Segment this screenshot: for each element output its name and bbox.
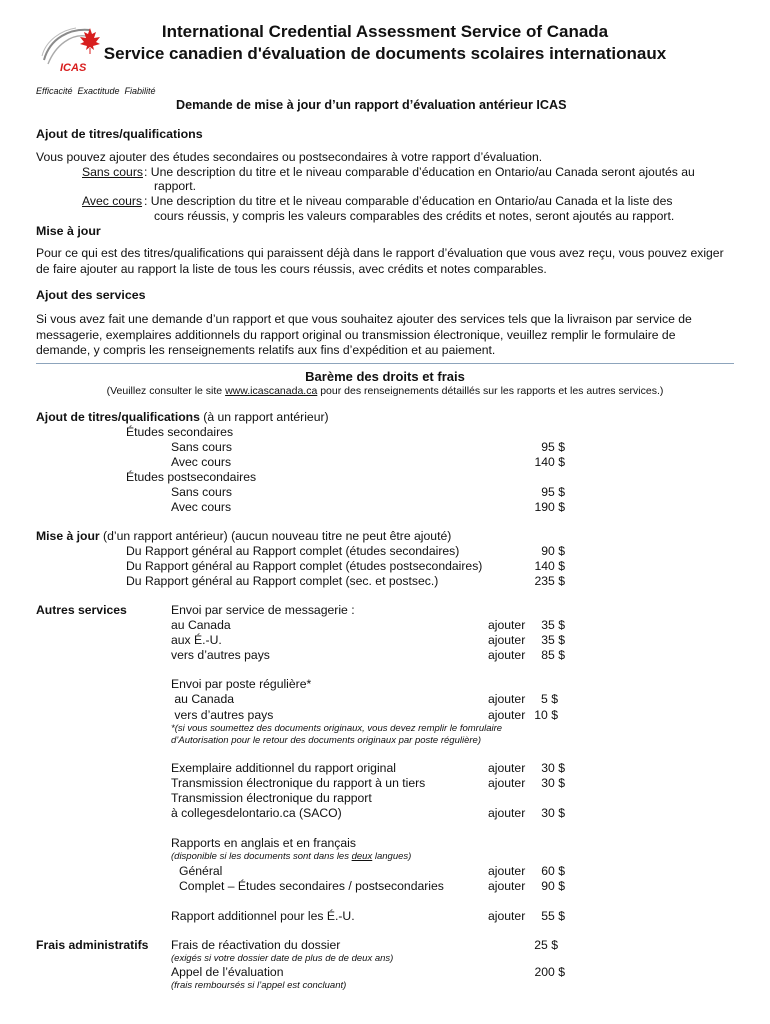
appel-price: 200 $: [534, 965, 565, 979]
fees-note: [0, 385, 770, 397]
maj-heading-sub: (d’un rapport antérieur) (aucun nouveau titre ne peut être ajouté): [99, 529, 452, 543]
bilingue-price: 90 $: [541, 879, 565, 893]
poste-note: *(si vous soumettez des documents originaux, vous devez remplir le fomrulaire: [171, 723, 503, 734]
messagerie-price: 35 $: [541, 618, 565, 632]
appel-note: (frais remboursés si l’appel est concluant): [171, 980, 347, 991]
fees-note-post: pour des renseignements détaillés sur les rapports et les autres services.): [317, 385, 664, 397]
poste-note: d’Autorisation pour le retour des documents originaux par poste régulière): [171, 735, 481, 746]
avec-cours-text-2: cours réussis, y compris les valeurs comparables des crédits et notes, seront ajoutés au rapport.: [154, 209, 675, 223]
avec-cours-text: : Une description du titre et le niveau comparable d’éducation en Ontario/au Canada et la liste des: [144, 194, 673, 208]
transmission-price: 30 $: [541, 776, 565, 790]
etudes-postsecondaires: Études postsecondaires: [126, 470, 257, 484]
reactivation-price: 25 $: [534, 938, 558, 952]
maj-heading-bold: Mise à jour: [36, 529, 100, 543]
heading-ajout-services: Ajout des services: [36, 288, 146, 302]
messagerie-price: 35 $: [541, 633, 565, 647]
maj-row-label: Du Rapport général au Rapport complet (études secondaires): [126, 544, 460, 558]
ajouter-text: ajouter: [488, 692, 526, 706]
sec-sans-cours: Sans cours: [171, 440, 232, 454]
ajouter-text: ajouter: [488, 633, 526, 647]
bilingue-heading: Rapports en anglais et en français: [171, 836, 356, 850]
additionnel-price: 55 $: [541, 909, 565, 923]
maj-row-price: 235 $: [534, 574, 565, 588]
additionnel-label: Rapport additionnel pour les É.-U.: [171, 909, 355, 923]
maj-row-price: 140 $: [534, 559, 565, 573]
avec-cours-label: Avec cours: [82, 194, 143, 208]
ajouter-text: ajouter: [488, 618, 526, 632]
messagerie-price: 85 $: [541, 648, 565, 662]
bilingue-note: [171, 851, 411, 862]
intro-paragraph: Vous pouvez ajouter des études secondaires ou postsecondaires à votre rapport d’évaluation.: [36, 150, 543, 164]
ajouter-text: ajouter: [488, 708, 526, 722]
ajouter-text: ajouter: [488, 864, 526, 878]
messagerie-label: au Canada: [171, 618, 231, 632]
post-sans-cours: Sans cours: [171, 485, 232, 499]
bilingue-note-post: langues): [372, 851, 412, 862]
maj-heading: [36, 529, 451, 543]
appel-label: Appel de l’évaluation: [171, 965, 284, 979]
frais-admin-heading: Frais administratifs: [36, 938, 149, 952]
fees-title: Barème des droits et frais: [305, 369, 465, 384]
saco-label-2: à collegesdelontario.ca (SACO): [171, 806, 342, 820]
poste-price: 10 $: [534, 708, 558, 722]
messagerie-label: vers d’autres pays: [171, 648, 270, 662]
poste-label: vers d’autres pays: [171, 708, 274, 722]
document-title: Demande de mise à jour d’un rapport d’évaluation antérieur ICAS: [176, 98, 567, 112]
mise-a-jour-paragraph: Pour ce qui est des titres/qualifications qui paraissent déjà dans le rapport d’évaluation que vous avez reçu, vous pouvez exiger de faire ajouter au rapport la liste de tous les cours réussis, avec crédits et notes comparables.: [36, 246, 724, 276]
fees-note-pre: (Veuillez consulter le site: [106, 385, 226, 397]
ajout-heading: [36, 410, 329, 424]
title-fr: Service canadien d'évaluation de documents scolaires internationaux: [103, 44, 667, 63]
ajouter-text: ajouter: [488, 806, 526, 820]
bilingue-label: Complet – Études secondaires / postsecondaries: [179, 879, 444, 893]
maj-row-price: 90 $: [541, 544, 565, 558]
ajouter-text: ajouter: [488, 761, 526, 775]
saco-price: 30 $: [541, 806, 565, 820]
ajout-heading-sub: (à un rapport antérieur): [199, 410, 329, 424]
sec-sans-cours-price: 95 $: [541, 440, 565, 454]
divider: [36, 363, 734, 364]
sec-avec-cours-price: 140 $: [534, 455, 565, 469]
ajouter-text: ajouter: [488, 776, 526, 790]
saco-label: Transmission électronique du rapport: [171, 791, 372, 805]
autres-services-heading: Autres services: [36, 603, 127, 617]
bilingue-note-underline: deux: [351, 851, 373, 862]
maj-row-label: Du Rapport général au Rapport complet (sec. et postsec.): [126, 574, 439, 588]
maj-row-label: Du Rapport général au Rapport complet (études postsecondaires): [126, 559, 483, 573]
ajout-heading-bold: Ajout de titres/qualifications: [36, 410, 200, 424]
ajouter-text: ajouter: [488, 879, 526, 893]
exemplaire-label: Exemplaire additionnel du rapport original: [171, 761, 396, 775]
post-avec-cours: Avec cours: [171, 500, 232, 514]
sec-avec-cours: Avec cours: [171, 455, 232, 469]
sans-cours-text: : Une description du titre et le niveau comparable d’éducation en Ontario/au Canada seront ajoutés au: [144, 165, 695, 179]
reactivation-note: (exigés si votre dossier date de plus de de deux ans): [171, 953, 394, 964]
poste-price: 5 $: [541, 692, 558, 706]
poste-label: au Canada: [171, 692, 235, 706]
transmission-label: Transmission électronique du rapport à un tiers: [171, 776, 426, 790]
reactivation-label: Frais de réactivation du dossier: [171, 938, 341, 952]
sans-cours-text-2: rapport.: [154, 179, 197, 193]
ajouter-text: ajouter: [488, 909, 526, 923]
logo-text: ICAS: [60, 62, 87, 74]
ajouter-text: ajouter: [488, 648, 526, 662]
etudes-secondaires: Études secondaires: [126, 425, 234, 439]
messagerie-heading: Envoi par service de messagerie :: [171, 603, 355, 617]
title-en: International Credential Assessment Service of Canada: [161, 22, 609, 41]
heading-ajout: Ajout de titres/qualifications: [36, 127, 203, 141]
messagerie-label: aux É.-U.: [171, 633, 222, 647]
exemplaire-price: 30 $: [541, 761, 565, 775]
services-paragraph: Si vous avez fait une demande d’un rapport et que vous souhaitez ajouter des services tels que la livraison par service de messagerie, exemplaires additionnels du rapport original ou transmission électronique, veuillez remplir le formulaire de demande, y compris les renseignements relatifs aux fins d’expédition et au paiement.: [36, 312, 692, 357]
bilingue-label: Général: [179, 864, 223, 878]
tagline: Efficacité Exactitude Fiabilité: [36, 86, 156, 96]
poste-heading: Envoi par poste régulière*: [171, 677, 312, 691]
post-avec-cours-price: 190 $: [534, 500, 565, 514]
icas-website-link[interactable]: www.icascanada.ca: [225, 385, 318, 397]
sans-cours-label: Sans cours: [82, 165, 143, 179]
bilingue-note-pre: (disponible si les documents sont dans les: [171, 851, 352, 862]
post-sans-cours-price: 95 $: [541, 485, 565, 499]
bilingue-price: 60 $: [541, 864, 565, 878]
heading-mise-a-jour: Mise à jour: [36, 224, 101, 238]
